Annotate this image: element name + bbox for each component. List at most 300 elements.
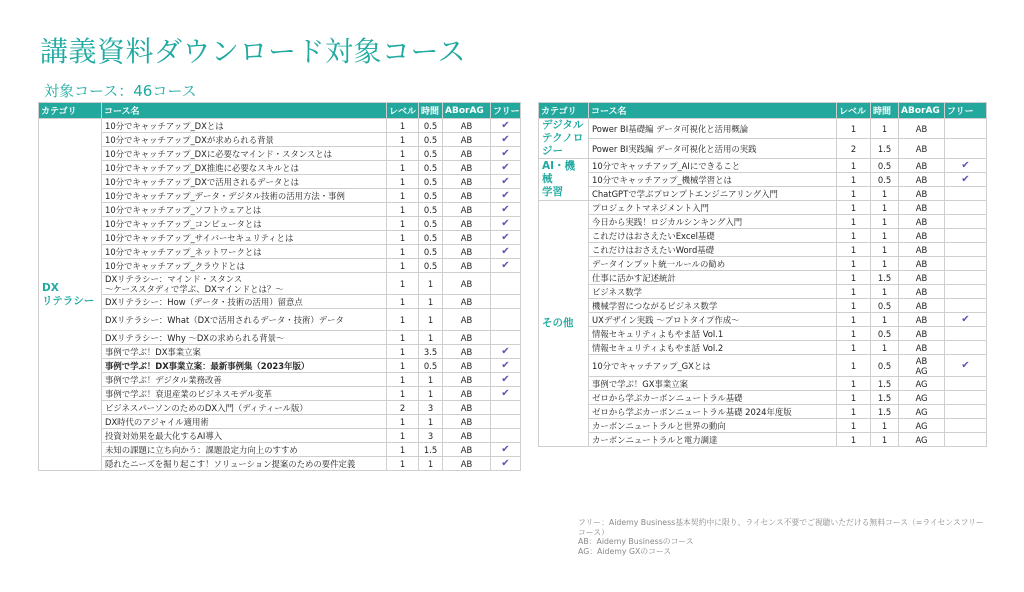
time: 1 xyxy=(871,285,899,299)
level: 1 xyxy=(387,359,419,373)
free-cell xyxy=(945,419,987,433)
table-row xyxy=(39,331,521,345)
type: AB xyxy=(443,133,491,147)
course-name: UXデザイン実践 〜プロトタイプ作成〜 xyxy=(589,313,837,327)
column-header: ABorAG xyxy=(443,103,491,119)
level: 2 xyxy=(387,401,419,415)
level: 1 xyxy=(387,295,419,309)
level: 1 xyxy=(837,377,871,391)
table-row xyxy=(39,259,521,273)
type: AB xyxy=(443,189,491,203)
time: 1 xyxy=(871,341,899,355)
left-course-table xyxy=(38,102,521,471)
table-row xyxy=(39,401,521,415)
table-row xyxy=(39,119,521,133)
course-name: 10分でキャッチアップ_ネットワークとは xyxy=(102,245,387,259)
free-check-icon: ✔ xyxy=(491,119,521,133)
type: AG xyxy=(899,377,945,391)
type: AB xyxy=(899,215,945,229)
type: AB xyxy=(899,341,945,355)
type: AB xyxy=(443,443,491,457)
column-header: カテゴリ xyxy=(539,103,589,119)
free-cell xyxy=(945,229,987,243)
column-header: フリー xyxy=(945,103,987,119)
time: 1 xyxy=(871,313,899,327)
course-name: 仕事に活かす記述統計 xyxy=(589,271,837,285)
free-check-icon: ✔ xyxy=(491,245,521,259)
table-row xyxy=(39,273,521,295)
column-header: ABorAG xyxy=(899,103,945,119)
type: AB xyxy=(443,309,491,331)
table-row xyxy=(539,433,987,447)
time: 1 xyxy=(871,215,899,229)
time: 3 xyxy=(419,429,443,443)
level: 1 xyxy=(387,443,419,457)
time: 3 xyxy=(419,401,443,415)
course-name: 10分でキャッチアップ_GXとは xyxy=(589,355,837,377)
column-header: フリー xyxy=(491,103,521,119)
free-check-icon: ✔ xyxy=(945,159,987,173)
course-name: ゼロから学ぶカーボンニュートラル基礎 2024年度版 xyxy=(589,405,837,419)
course-name: 投資対効果を最大化するAI導入 xyxy=(102,429,387,443)
time: 0.5 xyxy=(419,231,443,245)
free-cell xyxy=(945,341,987,355)
level: 1 xyxy=(387,147,419,161)
level: 1 xyxy=(837,173,871,187)
free-cell xyxy=(945,433,987,447)
course-name: 10分でキャッチアップ_サイバーセキュリティとは xyxy=(102,231,387,245)
type: AB xyxy=(899,119,945,139)
course-name: ビジネス数学 xyxy=(589,285,837,299)
free-cell xyxy=(945,391,987,405)
course-name: データインプット統一ルールの勧め xyxy=(589,257,837,271)
time: 0.5 xyxy=(871,159,899,173)
table-row xyxy=(39,373,521,387)
time: 0.5 xyxy=(419,359,443,373)
free-cell xyxy=(945,187,987,201)
type: AB xyxy=(443,161,491,175)
course-name: 10分でキャッチアップ_コンピュータとは xyxy=(102,217,387,231)
course-name: DXリテラシー：Why 〜DXの求められる背景〜 xyxy=(102,331,387,345)
table-row xyxy=(39,309,521,331)
course-name: ビジネスパーソンのためのDX入門（ディティール版） xyxy=(102,401,387,415)
column-header: レベル xyxy=(837,103,871,119)
table-row xyxy=(39,359,521,373)
type: AB xyxy=(899,173,945,187)
table-row xyxy=(39,217,521,231)
level: 1 xyxy=(387,345,419,359)
free-cell xyxy=(945,201,987,215)
course-name: 事例で学ぶ！DX事業立案 xyxy=(102,345,387,359)
free-check-icon: ✔ xyxy=(491,443,521,457)
time: 1.5 xyxy=(871,139,899,159)
table-row xyxy=(539,243,987,257)
level: 1 xyxy=(387,161,419,175)
level: 1 xyxy=(837,391,871,405)
free-cell xyxy=(945,215,987,229)
free-check-icon: ✔ xyxy=(491,231,521,245)
type: AB xyxy=(443,345,491,359)
table-row xyxy=(39,147,521,161)
time: 1 xyxy=(419,295,443,309)
time: 1.5 xyxy=(871,405,899,419)
type: AB xyxy=(899,327,945,341)
level: 1 xyxy=(837,433,871,447)
column-header: カテゴリ xyxy=(39,103,102,119)
time: 1 xyxy=(871,433,899,447)
level: 1 xyxy=(837,285,871,299)
time: 1 xyxy=(871,419,899,433)
category-cell: その他 xyxy=(539,201,589,447)
time: 1 xyxy=(871,201,899,215)
type: AB xyxy=(899,139,945,159)
table-row xyxy=(39,443,521,457)
time: 0.5 xyxy=(419,161,443,175)
table-header-row xyxy=(39,103,521,119)
free-check-icon: ✔ xyxy=(945,355,987,377)
time: 0.5 xyxy=(419,119,443,133)
level: 2 xyxy=(837,139,871,159)
type: AB xyxy=(443,331,491,345)
column-header: コース名 xyxy=(102,103,387,119)
course-name: Power BI基礎編 データ可視化と活用概論 xyxy=(589,119,837,139)
free-check-icon: ✔ xyxy=(491,217,521,231)
course-name: カーボンニュートラルと世界の動向 xyxy=(589,419,837,433)
level: 1 xyxy=(837,327,871,341)
free-check-icon: ✔ xyxy=(945,173,987,187)
time: 1 xyxy=(871,187,899,201)
footnote-free: フリー：Aidemy Business基本契約中に限り、ライセンス不要でご視聴いただける無料コース（=ライセンスフリーコース） xyxy=(578,518,984,537)
table-row xyxy=(539,119,987,139)
table-row xyxy=(539,139,987,159)
level: 1 xyxy=(837,187,871,201)
right-table-body xyxy=(539,119,987,447)
table-row xyxy=(539,391,987,405)
category-cell: デジタル テクノロ ジー xyxy=(539,119,589,159)
table-row xyxy=(39,133,521,147)
level: 1 xyxy=(387,331,419,345)
table-row xyxy=(39,415,521,429)
type: AB xyxy=(443,373,491,387)
time: 0.5 xyxy=(419,203,443,217)
column-header: 時間 xyxy=(419,103,443,119)
course-name: 10分でキャッチアップ_機械学習とは xyxy=(589,173,837,187)
type: AG xyxy=(899,433,945,447)
level: 1 xyxy=(837,229,871,243)
level: 1 xyxy=(387,119,419,133)
course-name: 事例で学ぶ！GX事業立案 xyxy=(589,377,837,391)
footnote-ag: AG：Aidemy GXのコース xyxy=(578,546,672,556)
level: 1 xyxy=(387,231,419,245)
level: 1 xyxy=(387,259,419,273)
type: AB xyxy=(443,295,491,309)
table-row xyxy=(539,285,987,299)
right-course-table xyxy=(538,102,987,447)
time: 3.5 xyxy=(419,345,443,359)
level: 1 xyxy=(837,201,871,215)
free-check-icon: ✔ xyxy=(491,203,521,217)
type: AB xyxy=(443,429,491,443)
course-name: 10分でキャッチアップ_DX推進に必要なスキルとは xyxy=(102,161,387,175)
course-count: 対象コース：46コース xyxy=(44,82,197,100)
table-row xyxy=(539,355,987,377)
table-row xyxy=(539,229,987,243)
course-name: 10分でキャッチアップ_DXとは xyxy=(102,119,387,133)
time: 1.5 xyxy=(871,271,899,285)
free-cell xyxy=(945,299,987,313)
free-cell xyxy=(945,119,987,139)
table-row xyxy=(39,203,521,217)
table-row xyxy=(39,189,521,203)
course-name: 機械学習につながるビジネス数学 xyxy=(589,299,837,313)
time: 1.5 xyxy=(871,391,899,405)
type: AB xyxy=(443,273,491,295)
level: 1 xyxy=(387,387,419,401)
time: 1 xyxy=(871,119,899,139)
time: 0.5 xyxy=(871,299,899,313)
table-row xyxy=(539,159,987,173)
table-row xyxy=(539,271,987,285)
level: 1 xyxy=(387,203,419,217)
course-name: 10分でキャッチアップ_AIにできること xyxy=(589,159,837,173)
time: 0.5 xyxy=(419,245,443,259)
table-row xyxy=(539,313,987,327)
course-name: プロジェクトマネジメント入門 xyxy=(589,201,837,215)
time: 1 xyxy=(419,387,443,401)
type: AB xyxy=(899,257,945,271)
type: AB xyxy=(899,285,945,299)
time: 1 xyxy=(871,229,899,243)
time: 1 xyxy=(419,331,443,345)
free-cell xyxy=(491,401,521,415)
free-cell xyxy=(491,415,521,429)
time: 1 xyxy=(419,273,443,295)
level: 1 xyxy=(837,243,871,257)
column-header: 時間 xyxy=(871,103,899,119)
column-header: レベル xyxy=(387,103,419,119)
type: AB xyxy=(443,231,491,245)
table-row xyxy=(39,231,521,245)
type: AB xyxy=(443,457,491,471)
page-title: 講義資料ダウンロード対象コース xyxy=(40,35,467,68)
time: 0.5 xyxy=(419,217,443,231)
table-row xyxy=(539,419,987,433)
table-row xyxy=(539,405,987,419)
table-row xyxy=(539,257,987,271)
time: 0.5 xyxy=(871,327,899,341)
time: 0.5 xyxy=(419,133,443,147)
level: 1 xyxy=(837,159,871,173)
level: 1 xyxy=(837,419,871,433)
course-name: DXリテラシー：マインド・スタンス 〜ケーススタディで学ぶ、DXマインドとは？〜 xyxy=(102,273,387,295)
time: 1 xyxy=(871,257,899,271)
free-check-icon: ✔ xyxy=(491,359,521,373)
time: 0.5 xyxy=(419,175,443,189)
course-name: Power BI実践編 データ可視化と活用の実践 xyxy=(589,139,837,159)
level: 1 xyxy=(837,355,871,377)
level: 1 xyxy=(387,457,419,471)
free-check-icon: ✔ xyxy=(491,387,521,401)
type: AG xyxy=(899,405,945,419)
level: 1 xyxy=(837,299,871,313)
column-header: コース名 xyxy=(589,103,837,119)
free-check-icon: ✔ xyxy=(491,259,521,273)
table-row xyxy=(539,327,987,341)
course-name: ChatGPTで学ぶプロンプトエンジニアリング入門 xyxy=(589,187,837,201)
type: AB xyxy=(443,359,491,373)
table-row xyxy=(539,299,987,313)
course-name: 10分でキャッチアップ_クラウドとは xyxy=(102,259,387,273)
type: AG xyxy=(899,419,945,433)
table-row xyxy=(39,295,521,309)
level: 1 xyxy=(387,189,419,203)
level: 1 xyxy=(387,309,419,331)
free-check-icon: ✔ xyxy=(491,189,521,203)
left-table-body xyxy=(39,119,521,471)
course-name: ゼロから学ぶカーボンニュートラル基礎 xyxy=(589,391,837,405)
time: 0.5 xyxy=(871,355,899,377)
time: 1 xyxy=(419,309,443,331)
table-row xyxy=(39,345,521,359)
time: 1 xyxy=(871,243,899,257)
level: 1 xyxy=(387,429,419,443)
course-name: 隠れたニーズを掘り起こす！ソリューション提案のための要件定義 xyxy=(102,457,387,471)
table-row xyxy=(539,187,987,201)
type: AB xyxy=(899,243,945,257)
course-name: 事例で学ぶ！デジタル業務改善 xyxy=(102,373,387,387)
free-cell xyxy=(945,243,987,257)
course-name: 情報セキュリティよもやま話 Vol.1 xyxy=(589,327,837,341)
time: 0.5 xyxy=(419,189,443,203)
level: 1 xyxy=(387,415,419,429)
type: AB xyxy=(443,401,491,415)
category-cell: AI・機械 学習 xyxy=(539,159,589,201)
course-name: カーボンニュートラルと電力調達 xyxy=(589,433,837,447)
course-name: 10分でキャッチアップ_DXで活用されるデータとは xyxy=(102,175,387,189)
type: AB xyxy=(443,217,491,231)
free-cell xyxy=(945,327,987,341)
course-name: 情報セキュリティよもやま話 Vol.2 xyxy=(589,341,837,355)
course-name: 10分でキャッチアップ_データ・デジタル技術の活用方法・事例 xyxy=(102,189,387,203)
course-name: 10分でキャッチアップ_DXに必要なマインド・スタンスとは xyxy=(102,147,387,161)
level: 1 xyxy=(837,271,871,285)
table-row xyxy=(539,215,987,229)
free-cell xyxy=(945,405,987,419)
course-name: DX時代のアジャイル適用術 xyxy=(102,415,387,429)
table-row xyxy=(539,377,987,391)
table-row xyxy=(39,161,521,175)
level: 1 xyxy=(837,215,871,229)
level: 1 xyxy=(387,273,419,295)
level: 1 xyxy=(387,217,419,231)
time: 1 xyxy=(419,415,443,429)
free-check-icon: ✔ xyxy=(945,313,987,327)
table-row xyxy=(39,175,521,189)
free-cell xyxy=(491,273,521,295)
free-cell xyxy=(945,377,987,391)
free-check-icon: ✔ xyxy=(491,147,521,161)
type: AB xyxy=(899,299,945,313)
level: 1 xyxy=(387,373,419,387)
time: 1 xyxy=(419,457,443,471)
category-cell: DX リテラシー xyxy=(39,119,102,471)
free-check-icon: ✔ xyxy=(491,373,521,387)
type: AB xyxy=(443,387,491,401)
course-name: 10分でキャッチアップ_DXが求められる背景 xyxy=(102,133,387,147)
time: 1.5 xyxy=(419,443,443,457)
course-name: DXリテラシー：How（データ・技術の活用）留意点 xyxy=(102,295,387,309)
level: 1 xyxy=(837,405,871,419)
level: 1 xyxy=(387,133,419,147)
free-check-icon: ✔ xyxy=(491,175,521,189)
free-cell xyxy=(491,429,521,443)
course-name: 10分でキャッチアップ_ソフトウェアとは xyxy=(102,203,387,217)
time: 1.5 xyxy=(871,377,899,391)
type: AB xyxy=(443,119,491,133)
free-cell xyxy=(491,309,521,331)
type: AB xyxy=(899,271,945,285)
free-check-icon: ✔ xyxy=(491,457,521,471)
level: 1 xyxy=(837,119,871,139)
time: 1 xyxy=(419,373,443,387)
level: 1 xyxy=(387,175,419,189)
table-row xyxy=(539,173,987,187)
free-cell xyxy=(945,139,987,159)
table-row xyxy=(39,457,521,471)
course-name: DXリテラシー：What（DXで活用されるデータ・技術）データ xyxy=(102,309,387,331)
course-name: これだけはおさえたいWord基礎 xyxy=(589,243,837,257)
table-header-row xyxy=(539,103,987,119)
course-name: 今日から実践！ロジカルシンキング入門 xyxy=(589,215,837,229)
time: 0.5 xyxy=(871,173,899,187)
free-cell xyxy=(491,331,521,345)
level: 1 xyxy=(837,341,871,355)
type: AB xyxy=(443,175,491,189)
free-cell xyxy=(945,257,987,271)
table-row xyxy=(539,201,987,215)
course-name: 事例で学ぶ！DX事業立案：最新事例集（2023年版） xyxy=(102,359,387,373)
free-check-icon: ✔ xyxy=(491,345,521,359)
free-check-icon: ✔ xyxy=(491,161,521,175)
time: 0.5 xyxy=(419,147,443,161)
type: AB xyxy=(899,229,945,243)
table-row xyxy=(39,429,521,443)
level: 1 xyxy=(837,257,871,271)
type: AG xyxy=(899,391,945,405)
footnote-ab: AB：Aidemy Businessのコース xyxy=(578,537,694,546)
footnotes xyxy=(578,518,988,556)
course-name: 事例で学ぶ！衰退産業のビジネスモデル変革 xyxy=(102,387,387,401)
type: AB xyxy=(899,187,945,201)
type: AB xyxy=(443,415,491,429)
table-row xyxy=(539,341,987,355)
type: AB AG xyxy=(899,355,945,377)
table-row xyxy=(39,245,521,259)
type: AB xyxy=(443,259,491,273)
free-cell xyxy=(945,285,987,299)
type: AB xyxy=(443,245,491,259)
level: 1 xyxy=(387,245,419,259)
time: 0.5 xyxy=(419,259,443,273)
type: AB xyxy=(443,147,491,161)
type: AB xyxy=(899,201,945,215)
free-cell xyxy=(945,271,987,285)
type: AB xyxy=(899,159,945,173)
free-cell xyxy=(491,295,521,309)
table-row xyxy=(39,387,521,401)
type: AB xyxy=(899,313,945,327)
course-name: 未知の課題に立ち向かう：課題設定力向上のすすめ xyxy=(102,443,387,457)
